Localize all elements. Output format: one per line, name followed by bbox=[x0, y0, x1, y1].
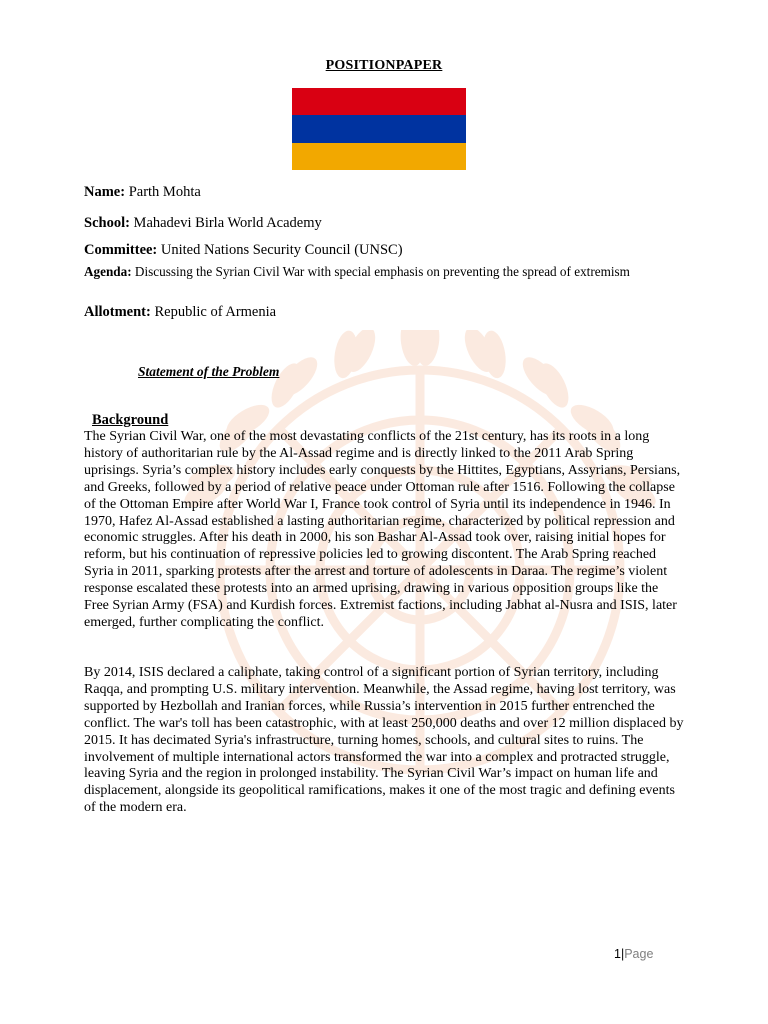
school-label: School: bbox=[84, 215, 130, 231]
section-heading: Statement of the Problem bbox=[138, 364, 280, 379]
laurel-leaf bbox=[459, 330, 499, 376]
document-title: POSITIONPAPER bbox=[325, 58, 443, 73]
name-value: Parth Mohta bbox=[128, 184, 201, 200]
page-label: Page bbox=[624, 947, 654, 961]
flag-stripe-red bbox=[292, 88, 466, 115]
laurel-leaf bbox=[480, 330, 509, 380]
allotment-line bbox=[84, 304, 684, 321]
laurel-leaf bbox=[398, 330, 426, 367]
page-separator: | bbox=[620, 947, 625, 961]
laurel-leaf bbox=[341, 330, 381, 376]
laurel-leaf bbox=[414, 330, 442, 367]
background-heading: Background bbox=[92, 412, 169, 428]
laurel-leaf bbox=[275, 351, 323, 401]
laurel-leaf bbox=[331, 330, 360, 380]
school-value: Mahadevi Birla World Academy bbox=[133, 215, 322, 231]
committee-label: Committee: bbox=[84, 242, 158, 258]
name-line bbox=[84, 184, 684, 201]
laurel-leaf bbox=[534, 359, 575, 412]
flag-stripe-orange bbox=[292, 143, 466, 170]
armenia-flag bbox=[292, 88, 466, 170]
allotment-value: Republic of Armenia bbox=[154, 304, 277, 320]
allotment-label: Allotment: bbox=[84, 304, 151, 320]
name-label: Name: bbox=[84, 184, 126, 200]
agenda-line bbox=[84, 264, 644, 280]
agenda-label: Agenda: bbox=[84, 264, 132, 279]
agenda-value: Discussing the Syrian Civil War with special emphasis on preventing the spread of extremism bbox=[134, 264, 630, 279]
paragraph-1: The Syrian Civil War, one of the most devastating conflicts of the 21st century, has its roots in a long history of authoritarian rule by the Al-Assad regime and is directly linked to the 2011 Arab Spring uprisings. Syria’s complex history includes early conquests by the Hittites, Egyptians, Assyrians, Persians, and Greeks, followed by a period of relative peace under Ottoman rule after 1516. Following the collapse of the Ottoman Empire after World War I, France took control of Syria until its independence in 1946. In 1970, Hafez Al-Assad established a lasting authoritarian regime, characterized by political repression and economic struggles. After his death in 2000, his son Bashar Al-Assad took over, raising initial hopes for reform, but his continuation of repressive policies led to growing discontent. The Arab Spring reached Syria in 2011, sparking protests after the arrest and torture of adolescents in Daraa. The regime’s violent response escalated these protests into an armed uprising, drawing in various opposition groups like the Free Syrian Army (FSA) and Kurdish forces. Extremist factions, including Jabhat al-Nusra and ISIS, later emerged, further complicating the conflict. bbox=[84, 429, 681, 630]
paragraph-2: By 2014, ISIS declared a caliphate, taking control of a significant portion of Syrian territory, including Raqqa, and prompting U.S. military intervention. Meanwhile, the Assad regime, having lost territory, was supported by Hezbollah and Iranian forces, while Russia’s intervention in 2015 further entrenched the conflict. The war's toll has been catastrophic, with at least 250,000 deaths and over 12 million displaced by 2015. It has decimated Syria's infrastructure, turning homes, schools, and cultural sites to ruins. The involvement of multiple international actors transformed the war into a complex and protracted struggle, leaving Syria and the region in prolonged instability. The Syrian Civil War’s impact on human life and displacement, alongside its geopolitical ramifications, makes it one of the most tragic and defining events of the modern era. bbox=[84, 665, 684, 816]
laurel-leaf bbox=[517, 351, 565, 401]
school-line bbox=[84, 215, 684, 232]
page-footer bbox=[614, 947, 653, 961]
flag-stripe-blue bbox=[292, 115, 466, 142]
committee-value: United Nations Security Council (UNSC) bbox=[160, 242, 403, 258]
committee-line bbox=[84, 242, 684, 259]
page-number: 1 bbox=[614, 947, 621, 961]
